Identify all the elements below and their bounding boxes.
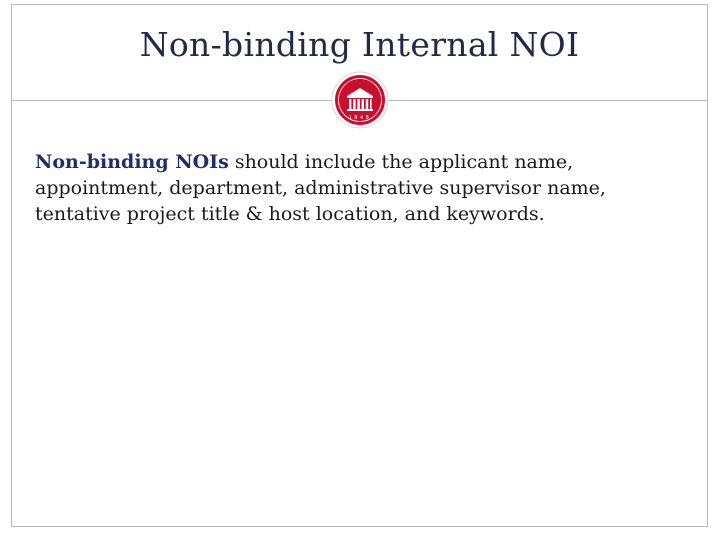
body-lead: Non-binding NOIs [35,151,229,173]
seal-year: 1848 [348,115,372,121]
seal-graphic [331,71,389,129]
body-text: should include the applicant name, appointment, department, administrative supervisor name, tentative project title & host location, and keywords. [35,151,606,225]
body-paragraph [35,149,675,227]
slide-title: Non-binding Internal NOI [139,25,580,64]
university-seal-icon [331,71,389,129]
